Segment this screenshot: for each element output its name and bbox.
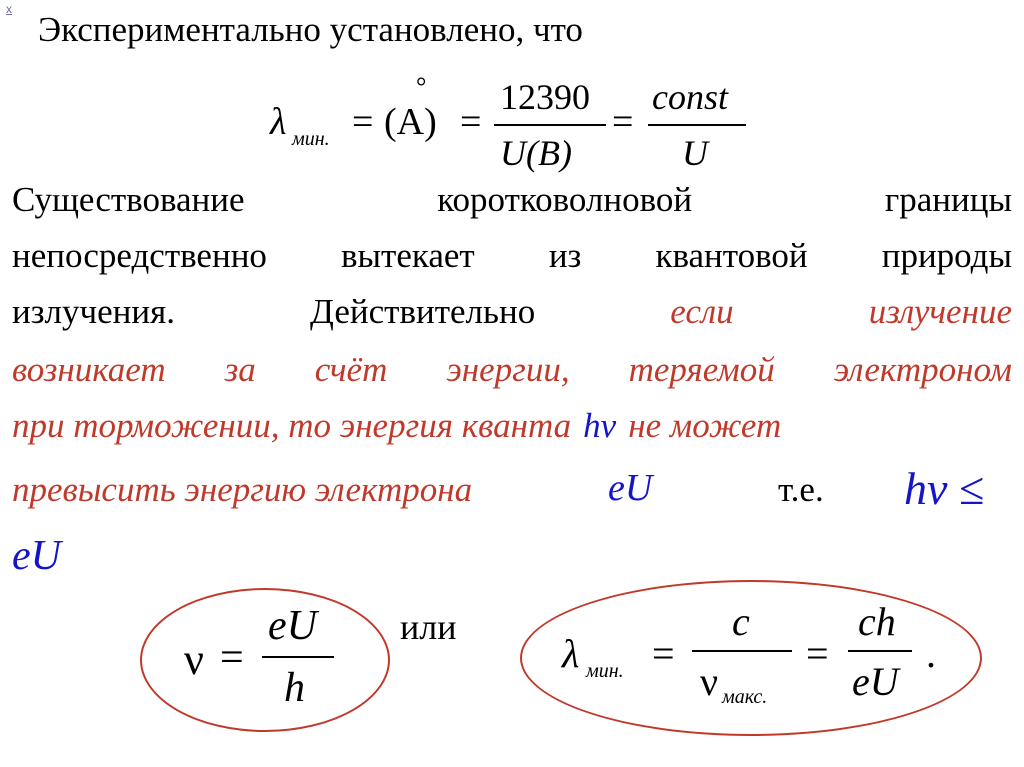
- symbol-eu-continued: eU: [12, 533, 61, 579]
- equals-sign: =: [652, 631, 675, 676]
- fraction-bar: [648, 124, 746, 126]
- word-emphasis: электроном: [833, 350, 1012, 389]
- equals-sign: =: [806, 631, 829, 676]
- highlight-ellipse: [520, 580, 982, 736]
- paragraph-line-5: [12, 404, 1012, 448]
- word-emphasis: счёт: [314, 350, 388, 389]
- symbol-eu: eU: [608, 467, 653, 509]
- fraction-bar: [692, 650, 792, 652]
- fraction-bar: [494, 124, 606, 126]
- equals-sign: =: [352, 101, 374, 143]
- equals-sign: =: [460, 101, 482, 143]
- highlight-ellipse: [140, 588, 390, 732]
- nu-subscript: макс.: [722, 686, 768, 708]
- word: излучения.: [12, 292, 175, 331]
- connector-or: или: [400, 607, 457, 647]
- word-emphasis: если: [670, 292, 734, 331]
- word: Действительно: [310, 292, 536, 331]
- word: из: [548, 236, 582, 275]
- numerator-ch: ch: [858, 599, 896, 644]
- word-emphasis: теряемой: [628, 350, 775, 389]
- numerator-12390: 12390: [500, 77, 590, 117]
- numerator-eu: eU: [268, 603, 317, 649]
- word-emphasis: за: [224, 350, 256, 389]
- fraction-bar: [848, 650, 912, 652]
- angstrom-ring: °: [416, 72, 427, 101]
- denominator-eu: eU: [852, 659, 899, 704]
- lambda-symbol: λ: [270, 101, 287, 143]
- numerator-c: c: [732, 599, 750, 644]
- denominator-u: U: [682, 133, 708, 173]
- word-emphasis: энергии,: [446, 350, 570, 389]
- period: .: [926, 631, 936, 676]
- lambda-subscript: мин.: [292, 128, 330, 150]
- symbol-h-nu: hν: [583, 406, 617, 445]
- abbrev-te: т.е.: [778, 470, 824, 509]
- lambda-subscript: мин.: [586, 660, 624, 682]
- text-emphasis: при торможении, то энергия кванта: [12, 406, 572, 445]
- paragraph-line-1: [12, 178, 1012, 222]
- angstrom-unit: (A): [384, 101, 437, 143]
- word-emphasis: излучение: [868, 292, 1012, 331]
- word: Существование: [12, 180, 245, 219]
- fraction-bar: [262, 656, 334, 658]
- word-emphasis: возникает: [12, 350, 166, 389]
- denominator-nu: ν: [700, 659, 719, 704]
- denominator-ub: U(B): [500, 133, 572, 173]
- paragraph-line-3: [12, 290, 1012, 334]
- paragraph-line-6-text: превысить энергию электрона: [12, 470, 473, 509]
- lambda-symbol: λ: [562, 631, 580, 676]
- equals-sign: =: [612, 101, 634, 143]
- inequality-h-nu: hν ≤: [904, 463, 985, 514]
- paragraph-line-2: [12, 234, 1012, 278]
- equals-sign: =: [220, 635, 244, 681]
- text-emphasis: не может: [628, 406, 782, 445]
- intro-text: Экспериментально установлено, что: [38, 10, 583, 49]
- word: коротковолновой: [437, 180, 693, 219]
- word: границы: [884, 180, 1012, 219]
- nu-symbol: ν: [184, 635, 204, 684]
- denominator-h: h: [284, 665, 305, 711]
- word: непосредственно: [12, 236, 267, 275]
- word: вытекает: [341, 236, 475, 275]
- word: квантовой: [655, 236, 808, 275]
- paragraph-line-4: [12, 348, 1012, 392]
- word: природы: [881, 236, 1012, 275]
- close-link[interactable]: x: [6, 2, 12, 16]
- numerator-const: const: [652, 77, 728, 117]
